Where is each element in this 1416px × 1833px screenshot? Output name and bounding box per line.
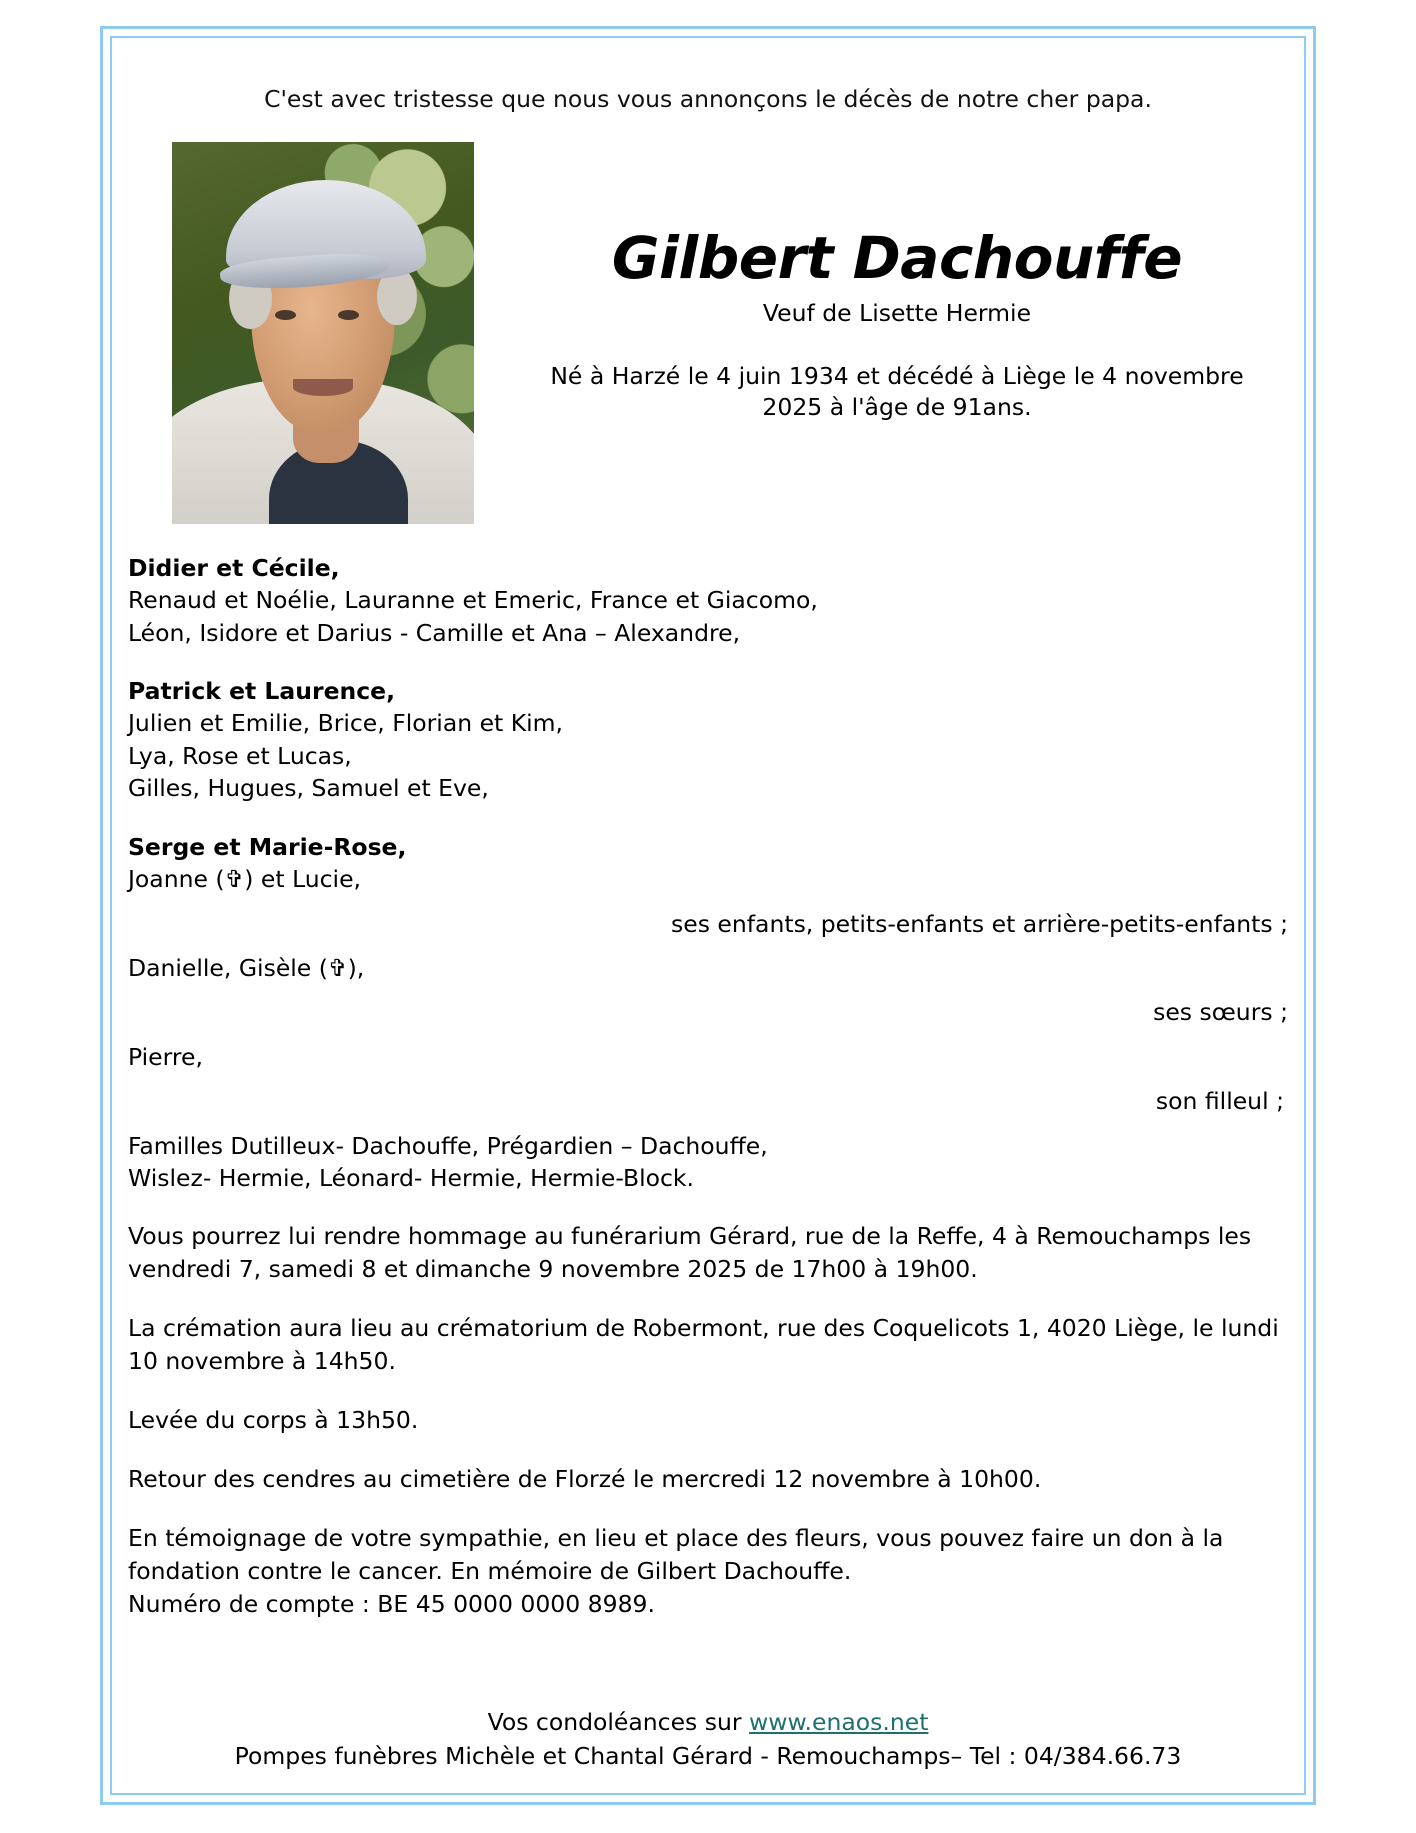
godson-line: Pierre, [128,1042,203,1071]
hero-text-block [474,142,1288,424]
family-group-line: Renaud et Noélie, Lauranne et Emeric, France et Giacomo, [128,586,818,615]
family-group-line: Gilles, Hugues, Samuel et Eve, [128,774,489,803]
sisters-line: Danielle, Gisèle (✞), [128,953,365,982]
families-line-1: Familles Dutilleux- Dachouffe, Prégardien – Dachouffe, [128,1131,768,1160]
funeral-home-line: Pompes funèbres Michèle et Chantal Gérard - Remouchamps– Tel : 04/384.66.73 [234,1741,1182,1770]
family-group-line: Lya, Rose et Lucas, [128,741,352,770]
condolences-line [128,1705,1288,1739]
birth-death-line: Né à Harzé le 4 juin 1934 et décédé à Liège le 4 novembre 2025 à l'âge de 91ans. [550,361,1244,422]
ashes-return-paragraph: Retour des cendres au cimetière de Florzé le mercredi 12 novembre à 10h00. [128,1464,1042,1493]
portrait-photo [172,142,474,524]
photo-eye-right [338,310,359,320]
spouse-line: Veuf de Lisette Hermie [762,298,1032,327]
family-section [128,552,1288,1195]
deceased-name: Gilbert Dachouffe [611,223,1183,292]
children-note: ses enfants, petits-enfants et arrière-petits-enfants ; [671,909,1288,938]
family-group-line: Joanne (✞) et Lucie, [128,865,362,894]
lead-sentence: C'est avec tristesse que nous vous annonçons le décès de notre cher papa. [264,85,1152,113]
photo-eye-left [275,310,296,320]
photo-mouth [293,379,353,396]
family-group-line: Julien et Emilie, Brice, Florian et Kim, [128,709,564,738]
godson-note: son filleul ; [1155,1087,1284,1116]
donation-paragraph: En témoignage de votre sympathie, en lieu et place des fleurs, vous pouvez faire un don à la fondation contre le cancer. En mémoire de Gilbert Dachouffe. [128,1523,1224,1585]
donation-account-line: Numéro de compte : BE 45 0000 0000 8989. [128,1589,655,1618]
family-group-head: Patrick et Laurence, [128,676,396,705]
notice-content [128,60,1288,1777]
cremation-paragraph: La crémation aura lieu au crématorium de Robermont, rue des Coquelicots 1, 4020 Liège, le lundi 10 novembre à 14h50. [128,1314,1279,1376]
family-group-head: Didier et Cécile, [128,553,340,582]
family-group-line: Léon, Isidore et Darius - Camille et Ana – Alexandre, [128,618,741,647]
footer [128,1705,1288,1773]
family-group [128,675,1288,805]
family-group [128,831,1288,896]
hero-section [128,142,1288,524]
visitation-paragraph: Vous pourrez lui rendre hommage au funérarium Gérard, rue de la Reffe, 4 à Remouchamps les vendredi 7, samedi 8 et dimanche 9 novembre 2025 de 17h00 à 19h00. [128,1222,1252,1284]
portrait-container [172,142,474,524]
body-lifting-paragraph: Levée du corps à 13h50. [128,1406,419,1435]
families-line-2: Wislez- Hermie, Léonard- Hermie, Hermie-Block. [128,1164,695,1193]
family-group-head: Serge et Marie-Rose, [128,832,407,861]
condolences-prefix: Vos condoléances sur [487,1707,750,1736]
condolences-website-link[interactable]: www.enaos.net [749,1707,929,1736]
sisters-note: ses sœurs ; [1153,998,1288,1027]
family-group [128,552,1288,649]
